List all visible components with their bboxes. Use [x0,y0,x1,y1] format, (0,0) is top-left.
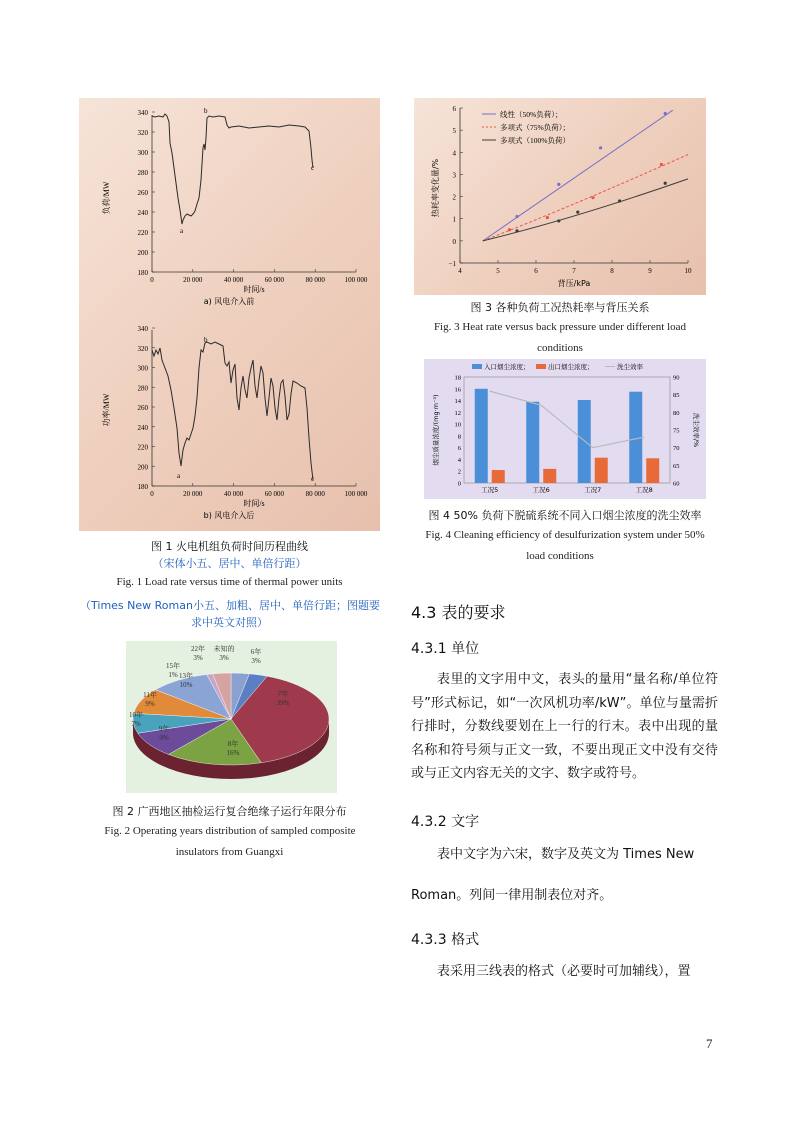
fig1b-ytick: 260 [137,404,148,412]
fig1b-xtick: 100 000 [344,490,368,498]
pie-label-pct: 7% [131,720,141,728]
figure-3-svg [414,98,706,295]
subsection-2-body-2: Roman。列间一律用制表位对齐。 [411,888,613,903]
fig1a-xtick: 0 [150,276,154,284]
fig3-point-50 [599,146,602,149]
subsection-2-title: 4.3.2 文字 [411,814,480,830]
pie-label-pct: 9% [159,734,169,742]
pie-label-pct: 39% [276,699,290,707]
pie-label-pct: 16% [226,749,240,757]
fig2-caption-en-2: insulators from Guangxi [175,846,284,858]
figure-1-svg [79,98,380,531]
fig3-xtick: 9 [648,267,652,275]
figure-4 [424,359,706,499]
fig4-bar-inlet [526,402,539,483]
fig1a-ytick: 300 [137,149,148,157]
subsection-3-title: 4.3.3 格式 [411,932,480,948]
fig3-point-100 [576,210,579,213]
fig1a-curve [152,114,313,224]
fig1-note-en-1: （Times New Roman小五、加粗、居中、单倍行距；图题要 [80,599,380,612]
fig1a-ytick: 340 [137,109,148,117]
fig4-xtick: 工况6 [532,486,550,494]
fig4-caption-en-2: load conditions [526,550,594,562]
fig4-legend-outlet-swatch [536,364,546,369]
fig4-y2tick: 80 [673,409,680,417]
pie-label-pct: 3% [219,654,229,662]
fig1b-point-a: a [177,472,181,480]
fig4-caption-en-1: Fig. 4 Cleaning efficiency of desulfurization system under 50% [425,529,705,541]
pie-label: 15年 [166,662,180,670]
fig1b-ytick: 200 [137,463,148,472]
fig4-caption-cn: 图 4 50% 负荷下脱硫系统不同入口烟尘浓度的洗尘效率 [428,509,702,522]
fig3-line-100 [483,179,688,241]
fig3-point-50 [664,112,667,115]
fig1a-point-b: b [204,107,208,115]
pie-label: 7年 [277,690,289,698]
fig3-point-50 [515,215,518,218]
fig1b-ytick: 300 [137,364,148,373]
fig4-xtick: 工况7 [584,486,602,494]
fig1a-xtick: 100 000 [344,276,368,284]
fig4-ytick: 18 [454,374,461,382]
fig3-line-75 [483,155,688,241]
fig4-legend-inlet-swatch [472,364,482,369]
fig1b-xtick: 20 000 [183,490,203,498]
fig1b-ytick: 280 [137,384,148,393]
fig2-caption-en-1: Fig. 2 Operating years distribution of sampled composite [104,825,356,837]
fig1b-xtick: 60 000 [264,490,285,498]
fig4-ylabel: 烟尘质量浓度/(mg·m⁻³) [432,394,440,466]
pie-label-pct: 10% [179,681,193,689]
fig3-xtick: 5 [496,267,500,275]
fig4-y2tick: 70 [673,445,680,453]
fig3-legend-50: 线性（50%负荷）； [500,110,563,119]
fig1b-xtick: 0 [150,490,154,498]
fig1b-caption: b) 风电介入后 [203,511,255,520]
fig1b-ylabel: 功率/MW [102,393,111,427]
fig1b-ytick: 340 [137,325,148,333]
fig3-ytick: 5 [452,127,456,136]
fig1a-ytick: 200 [137,249,148,257]
fig3-point-100 [515,229,518,232]
fig1-note-en-2: 求中英文对照） [191,616,268,629]
fig2-caption-cn: 图 2 广西地区抽检运行复合绝缘子运行年限分布 [112,805,347,818]
fig3-ytick: 3 [452,171,456,180]
fig4-legend-label: 出口烟尘浓度； [548,363,594,371]
fig3-point-75 [546,216,549,219]
subsection-2-body-1: 表中文字为六宋，数字及英文为 Times New [437,847,695,862]
fig4-ytick: 12 [454,409,461,417]
fig1a-xtick: 80 000 [305,276,325,284]
fig4-legend-label: 入口烟尘浓度； [484,363,530,371]
fig1b-point-c: c [311,475,315,483]
fig3-ytick: 4 [452,149,456,158]
fig1b-xtick: 80 000 [305,490,325,498]
fig1a-ytick: 180 [137,269,148,277]
fig3-xtick: 10 [684,267,692,275]
fig4-bar-inlet [475,389,488,483]
pie-label-pct: 3% [251,657,261,665]
fig1b-xlabel: 时间/s [243,499,265,508]
pie-label: 未知的 [213,645,235,653]
fig3-point-75 [508,228,511,231]
fig3-legend [482,109,570,145]
fig1a-xtick: 20 000 [183,276,203,284]
fig1a-xtick: 40 000 [223,276,244,284]
subsection-1-body: 表里的文字用中文，表头的量用“量名称/单位符号”形式标记，如“一次风机功率/kW”。单位与量需折行排时，分数线要划在上一行的行末。表中出现的量名称和符号须与正文一致，不要出现正文中没有交待或与正文内容无关的文字、数字或符号。 [411,672,718,781]
fig4-y2tick: 90 [673,374,680,382]
fig3-xtick: 7 [572,267,576,275]
fig1-note-cn: （宋体小五、居中、单倍行距） [152,557,307,570]
fig1a-point-a: a [180,227,184,235]
subsection-3-body: 表采用三线表的格式（必要时可加辅线），置 [437,964,691,979]
fig1b-curve [152,342,313,480]
fig4-ytick: 2 [457,468,461,476]
fig4-ytick: 10 [454,421,461,429]
pie-label-pct: 9% [145,700,155,708]
pie-label: 9年 [158,725,170,733]
fig4-y2tick: 75 [673,427,680,435]
fig4-y2tick: 65 [673,462,680,470]
fig1a-xtick: 60 000 [264,276,285,284]
fig4-bar-outlet [646,458,659,483]
fig3-ytick: −1 [448,260,456,268]
fig3-xtick: 8 [610,267,614,275]
fig3-xtick: 4 [458,267,462,275]
fig4-legend-label: 洗尘效率 [617,363,643,371]
fig4-y2label: 洗尘效率/% [692,412,700,448]
fig1a-ytick: 260 [137,189,148,197]
pie-label-pct: 3% [193,654,203,662]
fig1-panel-b [101,325,368,520]
page-number: 7 [706,1036,713,1051]
fig1b-ytick: 240 [137,423,148,432]
pie-label-pct: 1% [168,671,178,679]
fig3-point-50 [557,183,560,186]
fig1-caption-cn: 图 1 火电机组负荷时间历程曲线 [151,540,308,553]
pie-label: 22年 [191,645,205,653]
fig3-legend-75: 多项式（75%负荷）； [500,123,570,132]
fig4-ytick: 4 [457,456,461,464]
fig3-ytick: 2 [452,193,456,202]
fig1a-ytick: 240 [137,209,148,217]
figure-3 [414,98,706,295]
section-title: 4.3 表的要求 [411,603,506,622]
subsection-1-title: 4.3.1 单位 [411,641,480,657]
fig1a-ytick: 220 [137,229,148,237]
fig3-ylabel: 热耗率变化量/% [431,158,440,218]
fig4-ytick: 8 [457,433,461,441]
pie-label: 10年 [129,711,143,719]
fig4-ytick: 6 [457,445,461,453]
fig3-xlabel: 背压/kPa [557,279,591,288]
fig1b-ytick: 180 [137,483,148,491]
pie-label: 13年 [179,672,193,680]
fig1b-ytick: 220 [137,443,148,452]
fig3-legend-100: 多项式（100%负荷） [500,136,570,145]
fig1a-ytick: 280 [137,169,148,177]
fig1-panel-a [101,107,368,306]
fig4-xtick: 工况5 [481,486,499,494]
figure-1 [79,98,380,531]
fig1-caption-en: Fig. 1 Load rate versus time of thermal power units [116,576,343,588]
fig3-ytick: 0 [452,237,456,246]
fig3-caption-cn: 图 3 各种负荷工况热耗率与背压关系 [470,301,650,314]
fig4-bar-outlet [595,458,608,483]
figure-2 [126,641,337,793]
fig4-bar-inlet [578,400,591,483]
fig4-ytick: 0 [457,480,461,488]
fig3-point-100 [557,219,560,222]
fig3-point-100 [618,199,621,202]
fig3-ytick: 6 [452,105,456,113]
fig1a-ytick: 320 [137,129,148,137]
fig1b-xtick: 40 000 [223,490,244,498]
fig4-bar-outlet [543,469,556,483]
fig3-xtick: 6 [534,267,538,275]
pie-label: 6年 [250,648,262,656]
figure-2-svg [126,641,337,793]
fig4-eff-line [490,391,645,448]
fig4-y2tick: 85 [673,392,680,400]
figure-4-svg [424,359,706,499]
fig3-point-75 [660,163,663,166]
fig1b-point-b: b [204,336,208,344]
fig4-bar-outlet [492,470,505,483]
fig4-y2tick: 60 [673,480,680,488]
fig3-point-75 [591,196,594,199]
fig1a-point-c: c [311,164,315,172]
fig4-xtick: 工况8 [635,486,653,494]
fig3-caption-en-2: conditions [537,342,583,354]
fig3-point-100 [664,182,667,185]
fig4-ytick: 14 [454,398,461,406]
fig1b-ytick: 320 [137,344,148,353]
fig3-caption-en-1: Fig. 3 Heat rate versus back pressure under different load [433,321,687,333]
fig1a-ylabel: 负荷/MW [102,181,111,215]
fig1a-xlabel: 时间/s [243,285,265,294]
pie-label: 11年 [143,691,157,699]
fig1a-caption: a) 风电介入前 [203,297,255,306]
fig3-ytick: 1 [452,215,456,224]
fig4-ytick: 16 [454,386,461,394]
pie-label: 8年 [227,740,239,748]
